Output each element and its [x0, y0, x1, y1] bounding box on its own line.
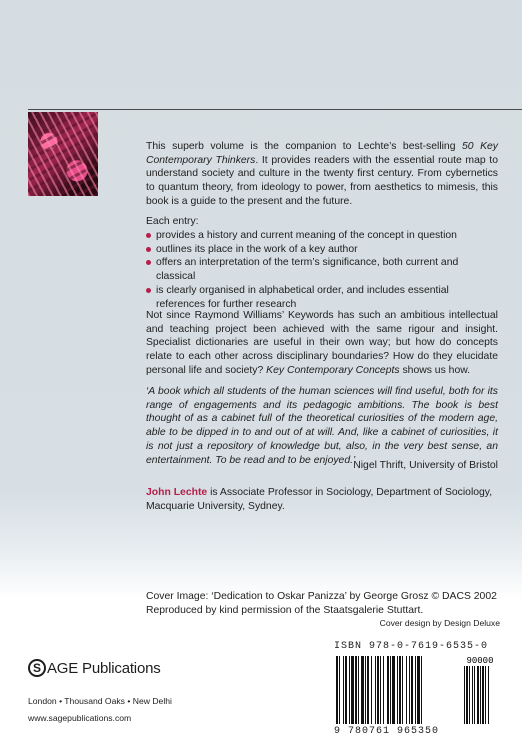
companion-book-title: 50 Key Contemporary Thinkers [146, 141, 498, 166]
publisher-logo [28, 657, 161, 679]
permission-line: Reproduced by kind permission of the Staatsgalerie Stuttart. [146, 605, 424, 616]
list-item: is clearly organised in alphabetical order, and includes essential references for further research [146, 284, 498, 311]
publisher-website: www.sagepublications.com [28, 713, 132, 723]
endorsement-quote: ‘A book which all students of the human sciences will find useful, both for its range of engagements and its pedagogic ambitions. The book is best thought of as a cabinet full of the theoretical curiosities of the modern age, able to be dipped in to and out of at will. And, like a cabinet of curiosities, it is not just a repository of knowledge but, also, in the very best sense, an entertainment. To be read and to be enjoyed.’ [146, 386, 498, 466]
list-item: outlines its place in the work of a key author [146, 243, 498, 257]
barcode-graphic [334, 654, 502, 726]
quote-attribution: Nigel Thrift, University of Bristol [353, 460, 498, 471]
description-paragraph [146, 309, 498, 378]
description-text: Not since Raymond Williams’ Keywords has such an ambitious intellectual and teaching project been achieved with the same rigour and insight. Specialist dictionaries are useful in their own way; but how do concepts relate to each other across disciplinary boundaries? How do they elucidate personal life and society? [146, 310, 498, 376]
list-item: offers an interpretation of the term’s significance, both current and classical [146, 256, 498, 283]
book-title-italic: Key Contemporary Concepts [266, 364, 400, 376]
blurb-text-continued: . It provides readers with the essential route map to understand society and culture in the twenty first century. From cybernetics to quantum theory, from ideology to power, from aesthetics to mimesis, this book is a guide to the present and the future. [146, 154, 498, 207]
entries-list [146, 229, 498, 311]
barcode-addon: 90000 [466, 656, 494, 666]
horizontal-rule [28, 109, 522, 110]
list-item: provides a history and current meaning of the concept in question [146, 229, 498, 243]
cover-artwork-thumbnail [28, 112, 98, 196]
author-name: John Lechte [146, 487, 208, 498]
publisher-cities: London • Thousand Oaks • New Delhi [28, 696, 172, 706]
cover-image-credit [146, 590, 506, 618]
sage-logo-mark: S [28, 659, 46, 677]
cover-design-credit: Cover design by Design Deluxe [379, 618, 500, 628]
author-bio-text: is Associate Professor in Sociology, Department of Sociology, Macquarie University, Sydney. [146, 487, 493, 512]
cover-image-line: Cover Image: ‘Dedication to Oskar Panizza’ by George Grosz © DACS 2002 [146, 591, 497, 602]
entries-label: Each entry: [146, 216, 199, 227]
publisher-name: AGE Publications [47, 659, 161, 677]
isbn-text: ISBN 978-0-7619-6535-0 [334, 641, 489, 652]
book-blurb [146, 140, 498, 209]
barcode-digits: 9 780761 965350 [334, 726, 440, 737]
blurb-text: This superb volume is the companion to Lechte’s best-selling [146, 141, 463, 152]
barcode [334, 654, 502, 726]
author-bio [146, 486, 498, 513]
description-tail: shows us how. [399, 364, 471, 376]
